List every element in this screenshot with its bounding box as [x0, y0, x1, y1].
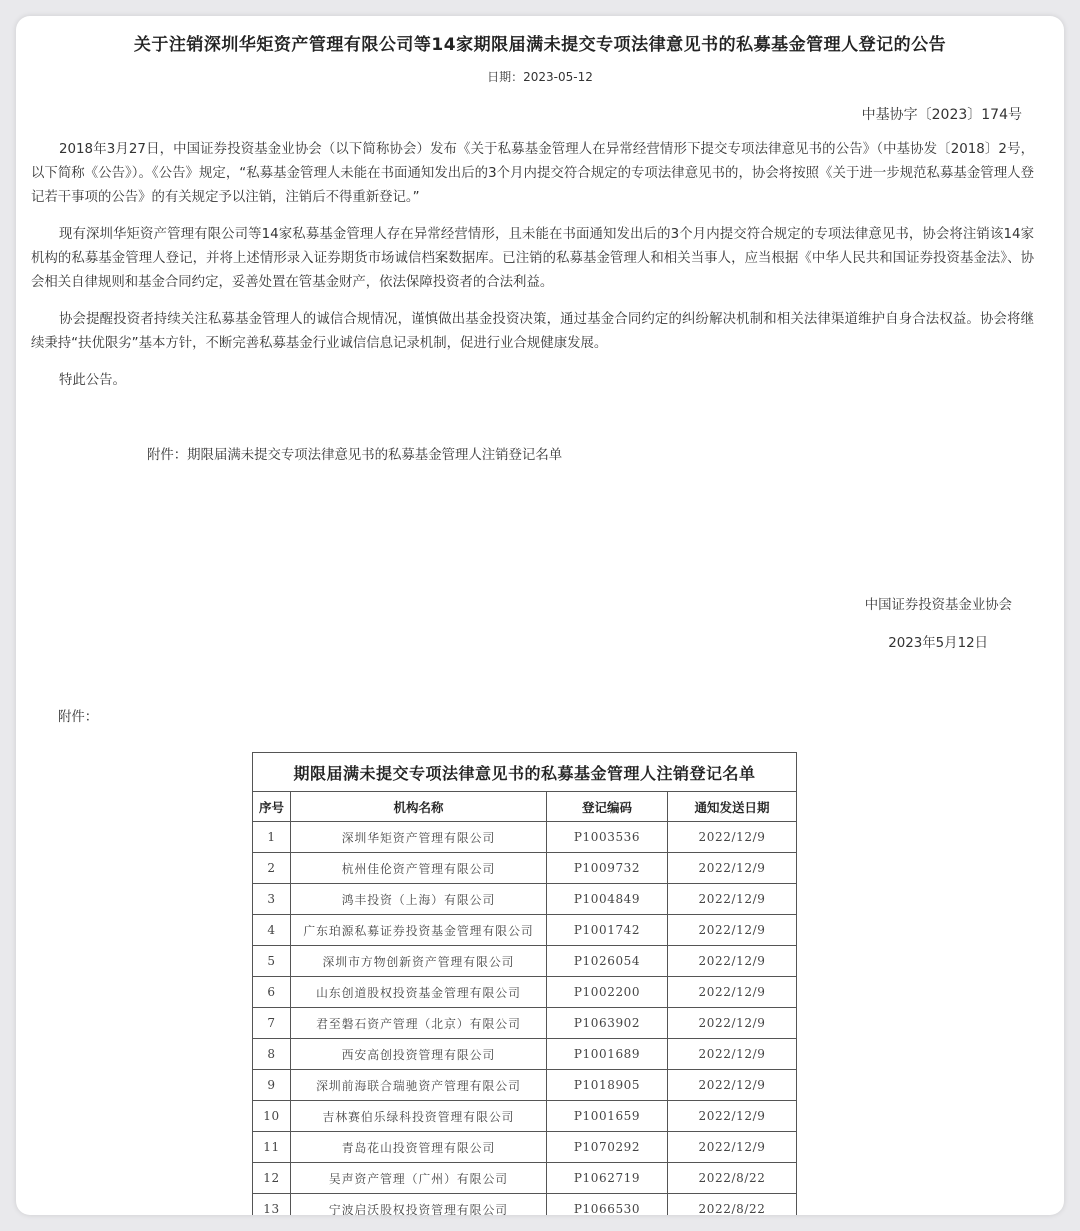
paragraph-closing: 特此公告。: [59, 373, 126, 388]
cell-reg-code: P1004849: [547, 884, 668, 915]
cell-reg-code: P1003536: [547, 822, 668, 853]
attachment-label: 附件：: [58, 710, 99, 725]
cell-notice-date: 2022/12/9: [668, 946, 797, 977]
cell-reg-code: P1062719: [547, 1163, 668, 1194]
cell-reg-code: P1001689: [547, 1039, 668, 1070]
cell-org-name: 山东创道股权投资基金管理有限公司: [291, 977, 547, 1008]
cell-index: 11: [253, 1132, 291, 1163]
cell-reg-code: P1001659: [547, 1101, 668, 1132]
header-notice-date: 通知发送日期: [668, 792, 797, 822]
cell-org-name: 鸿丰投资（上海）有限公司: [291, 884, 547, 915]
notice-title: 关于注销深圳华矩资产管理有限公司等14家期限届满未提交专项法律意见书的私募基金管理人登记的公告: [133, 35, 947, 55]
cell-notice-date: 2022/12/9: [668, 915, 797, 946]
cell-org-name: 深圳市方物创新资产管理有限公司: [291, 946, 547, 977]
cell-reg-code: P1002200: [547, 977, 668, 1008]
cell-org-name: 宁波启沃股权投资管理有限公司: [291, 1194, 547, 1216]
cell-org-name: 深圳前海联合瑞驰资产管理有限公司: [291, 1070, 547, 1101]
attachment-reference: 附件：期限届满未提交专项法律意见书的私募基金管理人注销登记名单: [147, 448, 563, 463]
cell-index: 5: [253, 946, 291, 977]
cell-notice-date: 2022/12/9: [668, 1008, 797, 1039]
signature-date: 2023年5月12日: [888, 636, 988, 651]
cell-org-name: 青岛花山投资管理有限公司: [291, 1132, 547, 1163]
cell-index: 8: [253, 1039, 291, 1070]
header-org-name: 机构名称: [291, 792, 547, 822]
cell-org-name: 君至磐石资产管理（北京）有限公司: [291, 1008, 547, 1039]
document-number: 中基协字〔2023〕174号: [861, 107, 1022, 123]
cell-notice-date: 2022/12/9: [668, 1070, 797, 1101]
cell-index: 10: [253, 1101, 291, 1132]
notice-date: 日期：2023-05-12: [487, 70, 593, 84]
table-row: [253, 853, 797, 884]
cell-reg-code: P1026054: [547, 946, 668, 977]
cell-notice-date: 2022/8/22: [668, 1194, 797, 1216]
cell-index: 3: [253, 884, 291, 915]
cell-notice-date: 2022/12/9: [668, 884, 797, 915]
cell-index: 6: [253, 977, 291, 1008]
table-row: [253, 1163, 797, 1194]
cell-index: 2: [253, 853, 291, 884]
cell-index: 12: [253, 1163, 291, 1194]
cell-org-name: 吴声资产管理（广州）有限公司: [291, 1163, 547, 1194]
paragraph-3: 协会提醒投资者持续关注私募基金管理人的诚信合规情况，谨慎做出基金投资决策，通过基金合同约定的纠纷解决机制和相关法律渠道维护自身合法权益。协会将继续秉持“扶优限劣”基本方针，不断完善私募基金行业诚信信息记录机制，促进行业合规健康发展。: [31, 312, 1034, 351]
paragraph-1: 2018年3月27日，中国证券投资基金业协会（以下简称协会）发布《关于私募基金管理人在异常经营情形下提交专项法律意见书的公告》（中基协发〔2018〕2号，以下简称《公告》）。《公告》规定，“私募基金管理人未能在书面通知发出后的3个月内提交符合规定的专项法律意见书的，协会将按照《关于进一步规范私募基金管理人登记若干事项的公告》的有关规定予以注销，注销后不得重新登记。”: [31, 142, 1034, 205]
notice-card: [16, 16, 1064, 1215]
table-row: [253, 1039, 797, 1070]
cell-org-name: 深圳华矩资产管理有限公司: [291, 822, 547, 853]
table-row: [253, 946, 797, 977]
cell-reg-code: P1001742: [547, 915, 668, 946]
table-caption: 期限届满未提交专项法律意见书的私募基金管理人注销登记名单: [253, 753, 797, 792]
signer-organization: 中国证券投资基金业协会: [864, 598, 1012, 613]
table-row: [253, 1070, 797, 1101]
cell-notice-date: 2022/12/9: [668, 1132, 797, 1163]
cell-index: 7: [253, 1008, 291, 1039]
cell-reg-code: P1063902: [547, 1008, 668, 1039]
cell-org-name: 西安高创投资管理有限公司: [291, 1039, 547, 1070]
table-row: [253, 1008, 797, 1039]
cell-reg-code: P1066530: [547, 1194, 668, 1216]
cell-index: 1: [253, 822, 291, 853]
table-row: [253, 884, 797, 915]
cell-reg-code: P1018905: [547, 1070, 668, 1101]
cell-notice-date: 2022/12/9: [668, 1101, 797, 1132]
cell-notice-date: 2022/12/9: [668, 853, 797, 884]
cell-org-name: 杭州佳伦资产管理有限公司: [291, 853, 547, 884]
cell-notice-date: 2022/12/9: [668, 822, 797, 853]
cell-index: 4: [253, 915, 291, 946]
cell-notice-date: 2022/8/22: [668, 1163, 797, 1194]
header-index: 序号: [253, 792, 291, 822]
cell-notice-date: 2022/12/9: [668, 977, 797, 1008]
cell-index: 13: [253, 1194, 291, 1216]
cell-notice-date: 2022/12/9: [668, 1039, 797, 1070]
header-reg-code: 登记编码: [547, 792, 668, 822]
deregistration-table-container: [252, 752, 796, 1215]
table-body: [253, 822, 797, 1216]
cell-org-name: 广东珀源私募证券投资基金管理有限公司: [291, 915, 547, 946]
cell-org-name: 吉林赛伯乐绿科投资管理有限公司: [291, 1101, 547, 1132]
table-row: [253, 822, 797, 853]
cell-index: 9: [253, 1070, 291, 1101]
table-row: [253, 1132, 797, 1163]
table-row: [253, 1194, 797, 1216]
table-row: [253, 1101, 797, 1132]
table-row: [253, 915, 797, 946]
table-header-row: [253, 792, 797, 822]
cell-reg-code: P1009732: [547, 853, 668, 884]
table-row: [253, 977, 797, 1008]
cell-reg-code: P1070292: [547, 1132, 668, 1163]
deregistration-table: [252, 752, 797, 1215]
paragraph-2: 现有深圳华矩资产管理有限公司等14家私募基金管理人存在异常经营情形，且未能在书面通知发出后的3个月内提交符合规定的专项法律意见书，协会将注销该14家机构的私募基金管理人登记，并将上述情形录入证券期货市场诚信档案数据库。已注销的私募基金管理人和相关当事人，应当根据《中华人民共和国证券投资基金法》、协会相关自律规则和基金合同约定，妥善处置在管基金财产，依法保障投资者的合法利益。: [31, 227, 1034, 290]
